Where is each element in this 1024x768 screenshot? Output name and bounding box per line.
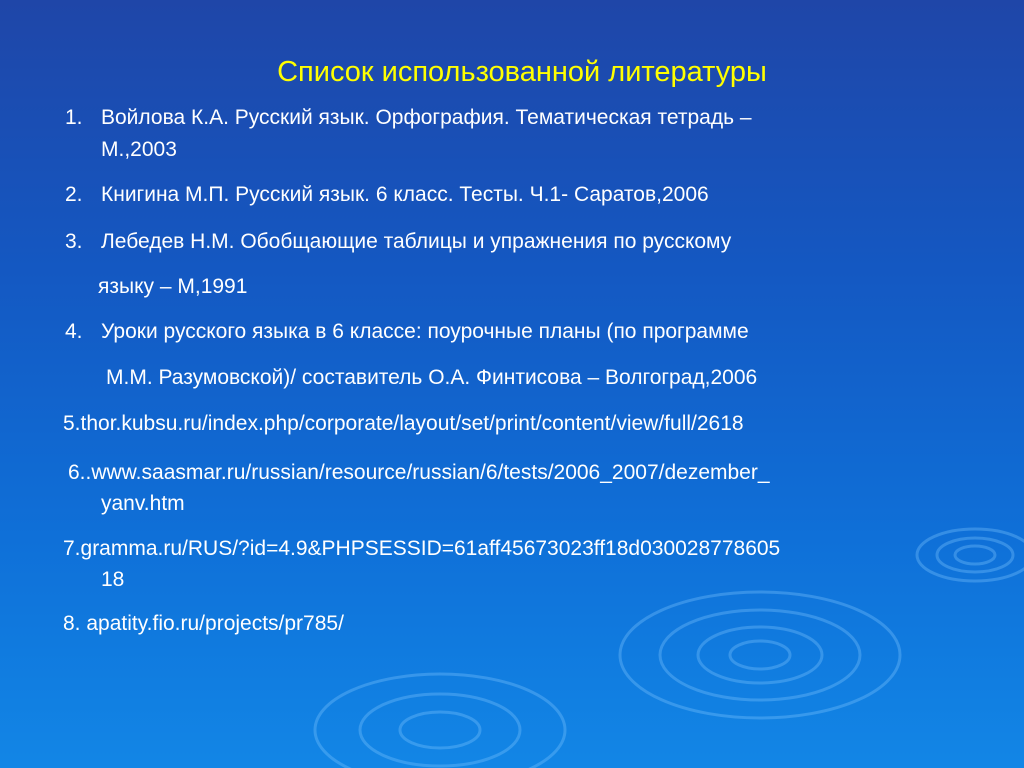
reference-text-cont: М.М. Разумовской)/ составитель О.А. Финтисова – Волгоград,2006 (106, 366, 758, 389)
reference-text: Уроки русского языка в 6 классе: поурочные планы (по программе (101, 320, 749, 343)
reference-text-cont: М.,2003 (101, 138, 177, 161)
reference-text: 5.thor.kubsu.ru/index.php/corporate/layout/set/print/content/view/full/2618 (63, 412, 744, 435)
reference-text-cont: языку – М,1991 (98, 275, 248, 298)
reference-text: Лебедев Н.М. Обобщающие таблицы и упражнения по русскому (101, 230, 732, 253)
reference-text: 8. apatity.fio.ru/projects/pr785/ (63, 612, 344, 635)
reference-text: Книгина М.П. Русский язык. 6 класс. Тесты. Ч.1- Саратов,2006 (101, 183, 709, 206)
reference-number: 2. (65, 183, 83, 206)
reference-number: 4. (65, 320, 83, 343)
reference-number: 1. (65, 106, 83, 129)
reference-number: 3. (65, 230, 83, 253)
reference-text: 6..www.saasmar.ru/russian/resource/russian/6/tests/2006_2007/dezember_ (68, 461, 770, 484)
reference-text: 7.gramma.ru/RUS/?id=4.9&PHPSESSID=61aff45673023ff18d030028778605 (63, 537, 781, 560)
reference-text-cont: 18 (101, 568, 125, 591)
reference-text: Войлова К.А. Русский язык. Орфография. Тематическая тетрадь – (101, 106, 752, 129)
slide-title: Список использованной литературы (277, 56, 767, 88)
reference-text-cont: yanv.htm (101, 492, 185, 515)
